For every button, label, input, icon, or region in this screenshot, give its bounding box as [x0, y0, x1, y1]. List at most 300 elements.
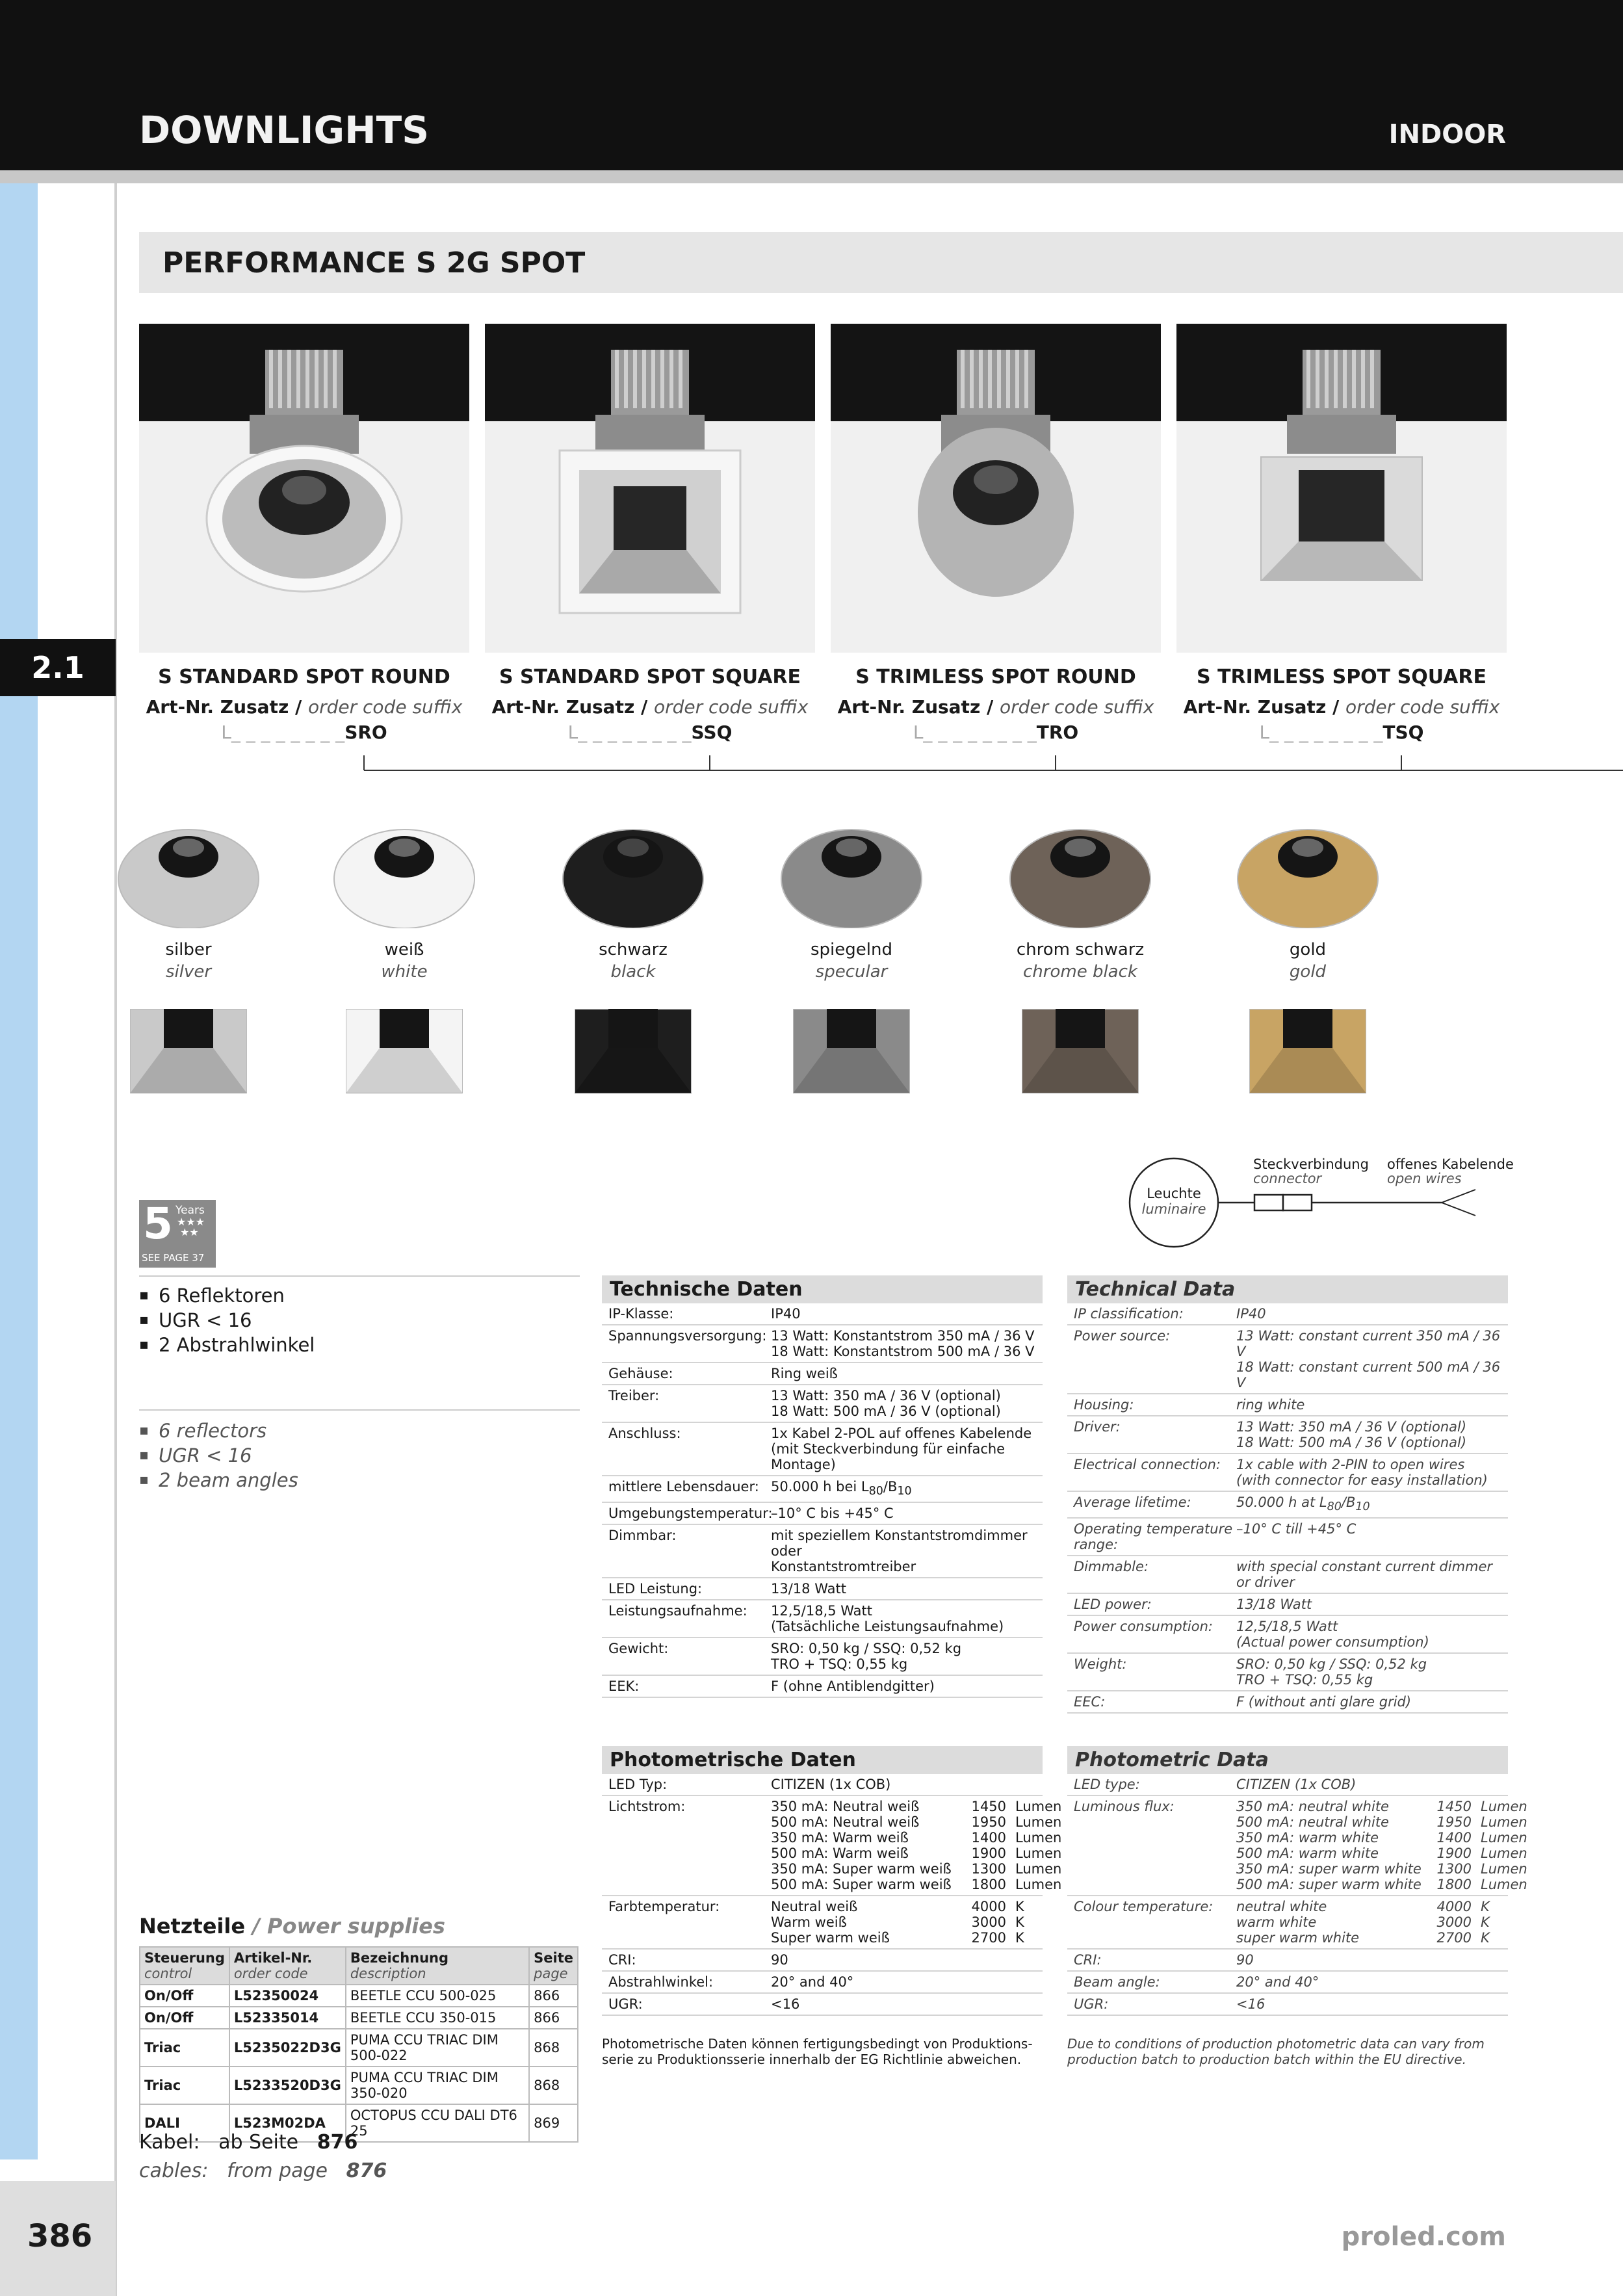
value-unit: Lumen	[1015, 1830, 1062, 1846]
value-number: 3000	[1436, 1914, 1472, 1930]
cables-page-link[interactable]: 876	[317, 2131, 358, 2154]
round-reflector-icon	[1230, 824, 1386, 928]
table-row	[602, 1950, 1043, 1972]
value-line	[1236, 1899, 1501, 1914]
row-key: Weight:	[1074, 1656, 1127, 1673]
feature-item: ▪ 2 Abstrahlwinkel	[139, 1333, 315, 1357]
value-unit: Lumen	[1481, 1877, 1527, 1892]
row-value: <16	[1236, 1996, 1266, 2012]
value-number: 2700	[1436, 1930, 1472, 1946]
row-value: 20° and 40°	[1236, 1974, 1319, 1990]
header-en: order code	[233, 1966, 308, 1981]
reflector-name-en: chrome black	[1023, 962, 1137, 982]
feature-item: ▪ UGR < 16	[139, 1443, 298, 1468]
row-value: –10° C till +45° C	[1236, 1521, 1357, 1537]
row-key: IP-Klasse:	[608, 1306, 674, 1322]
value-unit: Lumen	[1015, 1799, 1062, 1814]
value-label: 350 mA: super warm white	[1236, 1861, 1422, 1877]
value-unit: Lumen	[1015, 1846, 1062, 1861]
warranty-badge: 5 Years ★★★ ★★ SEE PAGE 37	[139, 1200, 216, 1268]
value-number: 1900	[971, 1846, 1006, 1861]
photometric-table-de	[602, 1746, 1062, 2016]
value-unit: K	[1481, 1899, 1490, 1914]
row-key: IP classification:	[1074, 1306, 1184, 1322]
row-value: F (ohne Antiblendgitter)	[771, 1678, 935, 1695]
reflector-name-de: schwarz	[599, 940, 668, 959]
row-key: Colour temperature:	[1074, 1899, 1214, 1914]
value-unit: Lumen	[1481, 1814, 1527, 1830]
row-value: 13/18 Watt	[1236, 1597, 1312, 1613]
row-value: 50.000 h at $L_{80}/B_{10}$	[1236, 1494, 1370, 1514]
feature-item: ▪ UGR < 16	[139, 1308, 315, 1333]
row-key: Housing:	[1074, 1397, 1134, 1413]
table-row	[1067, 1556, 1508, 1594]
value-label: 500 mA: Warm weiß	[771, 1846, 909, 1861]
row-key: Driver:	[1074, 1419, 1121, 1435]
row-value: F (without anti glare grid)	[1236, 1694, 1412, 1710]
art-de: Art-Nr. Zusatz /	[1183, 696, 1345, 718]
product-name: S STANDARD SPOT SQUARE	[499, 666, 801, 688]
table-row	[1067, 1416, 1508, 1454]
row-key: Dimmbar:	[608, 1528, 677, 1544]
row-key: Electrical connection:	[1074, 1457, 1221, 1472]
suffix-bracket	[0, 0, 1623, 845]
row-key: Anschluss:	[608, 1426, 681, 1441]
table-row	[602, 1896, 1043, 1950]
product-title: PERFORMANCE S 2G SPOT	[139, 232, 1623, 293]
reflector-specular[interactable]	[773, 824, 929, 982]
value-number: 3000	[971, 1914, 1006, 1930]
divider	[139, 1409, 580, 1411]
stars-icon: ★★★ ★★	[177, 1216, 205, 1238]
row-key: EEC:	[1074, 1694, 1106, 1710]
reflector-name-de: spiegelnd	[811, 940, 892, 959]
row-key: Operating temperature range:	[1074, 1521, 1233, 1553]
table-row	[1067, 1691, 1508, 1714]
code-suffix: TRO	[1036, 722, 1079, 743]
square-reflector-icon	[1022, 1009, 1139, 1093]
round-reflector-icon	[1002, 824, 1158, 928]
value-label: 350 mA: Neutral weiß	[771, 1799, 920, 1814]
table-row	[1067, 1594, 1508, 1616]
table-title: Photometrische Daten	[602, 1746, 1043, 1774]
column-header	[140, 1947, 229, 1985]
reflector-name-de: silber	[165, 940, 212, 959]
table-row	[1067, 1454, 1508, 1492]
row-value: SRO: 0,50 kg / SSQ: 0,52 kg TRO + TSQ: 0,55 kg	[771, 1641, 962, 1673]
table-row	[602, 1363, 1043, 1385]
table-row	[602, 1503, 1043, 1525]
round-reflector-icon	[326, 824, 482, 928]
value-label: super warm white	[1236, 1930, 1360, 1946]
row-key: LED type:	[1074, 1777, 1140, 1792]
photometric-note-de: Photometrische Daten können fertigungsbedingt von Produktions- serie zu Produktionsserie innerhalb der EG Richtlinie abweichen.	[602, 2036, 1033, 2067]
luminaire-label: Leuchte luminaire	[1141, 1186, 1206, 1217]
value-line	[771, 1799, 1061, 1814]
value-line	[771, 1899, 1036, 1914]
value-unit: Lumen	[1481, 1861, 1527, 1877]
row-value: 12,5/18,5 Watt (Actual power consumption)	[1236, 1619, 1429, 1650]
table-row	[602, 1423, 1043, 1476]
value-line	[771, 1861, 1061, 1877]
header-de: Bezeichnung	[350, 1950, 449, 1966]
value-line	[1236, 1861, 1527, 1877]
table-row	[602, 1994, 1043, 2016]
reflector-name-de: gold	[1289, 940, 1327, 959]
code-placeholder: L_ _ _ _ _ _ _ _	[1259, 722, 1383, 743]
table-cell: On/Off	[140, 2007, 229, 2029]
row-value: <16	[771, 1996, 800, 2012]
header-de: Seite	[534, 1950, 573, 1966]
table-cell[interactable]: 868	[529, 2029, 578, 2067]
value-line	[1236, 1830, 1527, 1846]
row-value: 13 Watt: 350 mA / 36 V (optional) 18 Watt: 500 mA / 36 V (optional)	[1236, 1419, 1467, 1450]
value-label: 500 mA: Super warm weiß	[771, 1877, 952, 1892]
row-key: UGR:	[608, 1996, 643, 2012]
value-number: 1900	[1436, 1846, 1472, 1861]
square-reflector-icon	[130, 1009, 247, 1093]
value-label: 500 mA: warm white	[1236, 1846, 1379, 1861]
value-number: 1800	[1436, 1877, 1472, 1892]
value-unit: K	[1015, 1899, 1024, 1914]
row-value: 90	[1236, 1952, 1254, 1968]
row-value: CITIZEN (1x COB)	[771, 1777, 891, 1792]
tech-table-en	[1067, 1275, 1508, 1714]
table-row	[602, 1796, 1062, 1896]
value-label: neutral white	[1236, 1899, 1327, 1914]
row-key: Gewicht:	[608, 1641, 669, 1657]
row-key: Abstrahlwinkel:	[608, 1974, 714, 1990]
value-label: 350 mA: Super warm weiß	[771, 1861, 952, 1877]
value-line	[1236, 1846, 1527, 1861]
header-de: Steuerung	[144, 1950, 225, 1966]
table-row	[602, 1525, 1043, 1578]
power-supplies-table	[139, 1946, 578, 2143]
feature-item: ▪ 6 reflectors	[139, 1418, 298, 1443]
value-number: 2700	[971, 1930, 1006, 1946]
art-de: Art-Nr. Zusatz /	[146, 696, 308, 718]
table-cell: On/Off	[140, 1985, 229, 2007]
table-cell[interactable]: 868	[529, 2067, 578, 2104]
reflector-name-en: specular	[815, 962, 888, 982]
value-unit: K	[1481, 1930, 1490, 1946]
value-number: 4000	[971, 1899, 1006, 1914]
value-line	[771, 1814, 1061, 1830]
value-line	[1236, 1914, 1501, 1930]
value-number: 1400	[971, 1830, 1006, 1846]
value-unit: Lumen	[1015, 1814, 1062, 1830]
table-cell: L5235022D3G	[229, 2029, 346, 2067]
table-row	[602, 1600, 1043, 1638]
row-value: 13 Watt: 350 mA / 36 V (optional) 18 Watt: 500 mA / 36 V (optional)	[771, 1388, 1001, 1419]
table-row	[1067, 1994, 1508, 2016]
reflector-name-en: gold	[1289, 962, 1327, 982]
value-number: 1950	[1436, 1814, 1472, 1830]
row-value: mit speziellem Konstantstromdimmer oder Konstantstromtreiber	[771, 1528, 1028, 1575]
table-row	[602, 1325, 1043, 1363]
value-number: 1450	[1436, 1799, 1472, 1814]
row-value: IP40	[1236, 1306, 1266, 1322]
value-number: 1450	[971, 1799, 1006, 1814]
row-value: 20° and 40°	[771, 1974, 854, 1990]
table-cell: PUMA CCU TRIAC DIM 500-022	[346, 2029, 529, 2067]
row-value: ring white	[1236, 1397, 1305, 1413]
column-header	[346, 1947, 529, 1985]
open-wires-label: offenes Kabelende open wires	[1387, 1156, 1514, 1186]
round-reflector-icon	[110, 824, 266, 928]
table-row	[1067, 1492, 1508, 1519]
reflector-silver[interactable]	[110, 824, 266, 982]
value-number: 1300	[971, 1861, 1006, 1877]
row-key: LED Leistung:	[608, 1581, 703, 1597]
table-row	[1067, 1972, 1508, 1994]
value-label: 350 mA: neutral white	[1236, 1799, 1389, 1814]
row-value	[771, 1799, 1061, 1892]
table-row	[140, 2067, 578, 2104]
table-row	[140, 1985, 578, 2007]
row-key: Average lifetime:	[1074, 1494, 1191, 1510]
row-value: SRO: 0,50 kg / SSQ: 0,52 kg TRO + TSQ: 0,55 kg	[1236, 1656, 1427, 1688]
product-name: S TRIMLESS SPOT ROUND	[855, 666, 1136, 688]
feature-item: ▪ 2 beam angles	[139, 1468, 298, 1493]
cables-page-link[interactable]: 876	[346, 2159, 387, 2182]
website-link[interactable]: proled.com	[1341, 2222, 1506, 2252]
value-line	[771, 1846, 1061, 1861]
row-value: 1x cable with 2-PIN to open wires (with connector for easy installation)	[1236, 1457, 1488, 1488]
value-label: Super warm weiß	[771, 1930, 890, 1946]
value-label: 350 mA: Warm weiß	[771, 1830, 909, 1846]
table-row	[1067, 1519, 1508, 1556]
art-en: order code suffix	[1345, 696, 1500, 718]
code-suffix: TSQ	[1383, 722, 1424, 743]
table-cell: PUMA CCU TRIAC DIM 350-020	[346, 2067, 529, 2104]
row-key: UGR:	[1074, 1996, 1109, 2012]
table-title: Photometric Data	[1067, 1746, 1508, 1774]
row-value: IP40	[771, 1306, 801, 1322]
header-en: description	[350, 1966, 426, 1981]
value-line	[1236, 1930, 1501, 1946]
value-number: 4000	[1436, 1899, 1472, 1914]
divider	[139, 1275, 580, 1277]
row-key: CRI:	[608, 1952, 636, 1968]
square-reflector-icon	[346, 1009, 463, 1093]
value-unit: Lumen	[1481, 1799, 1527, 1814]
value-number: 1400	[1436, 1830, 1472, 1846]
header-de: Artikel-Nr.	[233, 1950, 313, 1966]
row-key: Power source:	[1074, 1328, 1171, 1344]
value-label: 500 mA: neutral white	[1236, 1814, 1389, 1830]
table-row	[1067, 1796, 1527, 1896]
page-number: 386	[27, 2218, 93, 2254]
reflector-white[interactable]	[326, 824, 482, 982]
table-title: Technische Daten	[602, 1275, 1043, 1303]
row-key: Treiber:	[608, 1388, 660, 1403]
table-row	[602, 1638, 1043, 1676]
code-suffix: SRO	[344, 722, 387, 743]
value-label: Neutral weiß	[771, 1899, 858, 1914]
row-key: Umgebungstemperatur:	[608, 1506, 773, 1522]
table-row	[602, 1385, 1043, 1423]
category-label: INDOOR	[1388, 120, 1506, 150]
feature-item: ▪ 6 Reflektoren	[139, 1283, 315, 1308]
table-cell: Triac	[140, 2029, 229, 2067]
value-label: 500 mA: super warm white	[1236, 1877, 1422, 1892]
table-row	[1067, 1616, 1508, 1654]
value-unit: Lumen	[1015, 1877, 1062, 1892]
header-en: control	[144, 1966, 192, 1981]
value-line	[1236, 1814, 1527, 1830]
code-placeholder: L_ _ _ _ _ _ _ _	[913, 722, 1037, 743]
reflector-name-en: black	[610, 962, 656, 982]
value-line	[1236, 1799, 1527, 1814]
table-cell[interactable]: 866	[529, 2007, 578, 2029]
table-row	[602, 1676, 1043, 1698]
square-reflector-icon	[575, 1009, 692, 1093]
row-value	[1236, 1899, 1501, 1946]
value-number: 1950	[971, 1814, 1006, 1830]
value-unit: Lumen	[1481, 1846, 1527, 1861]
code-placeholder: L_ _ _ _ _ _ _ _	[567, 722, 692, 743]
row-key: Lichtstrom:	[608, 1799, 686, 1814]
table-row	[1067, 1950, 1508, 1972]
value-unit: Lumen	[1481, 1830, 1527, 1846]
cables-reference: Kabel: ab Seite 876 cables: from page 876	[139, 2131, 387, 2182]
table-cell: BEETLE CCU 350-015	[346, 2007, 529, 2029]
table-cell: L523M02DA	[229, 2104, 346, 2142]
column-header	[229, 1947, 346, 1985]
round-reflector-icon	[555, 824, 711, 928]
row-key: Leistungsaufnahme:	[608, 1603, 747, 1619]
table-row	[140, 2029, 578, 2067]
art-de: Art-Nr. Zusatz /	[837, 696, 1000, 718]
table-row	[1067, 1394, 1508, 1416]
row-key: EEK:	[608, 1678, 640, 1695]
row-key: Gehäuse:	[608, 1366, 673, 1381]
value-unit: K	[1015, 1930, 1024, 1946]
value-label: 350 mA: warm white	[1236, 1830, 1379, 1846]
row-key: mittlere Lebensdauer:	[608, 1479, 759, 1494]
value-line	[1236, 1877, 1527, 1892]
table-row	[1067, 1325, 1508, 1394]
row-key: Spannungsversorgung:	[608, 1328, 767, 1344]
section-title: DOWNLIGHTS	[139, 108, 429, 152]
art-en: order code suffix	[307, 696, 463, 718]
power-supplies-title: Netzteile / Power supplies	[139, 1914, 445, 1938]
row-value: CITIZEN (1x COB)	[1236, 1777, 1357, 1792]
features-en	[139, 1418, 298, 1493]
value-label: 500 mA: Neutral weiß	[771, 1814, 920, 1830]
row-value	[771, 1899, 1036, 1946]
reflector-name-de: chrom schwarz	[1016, 940, 1145, 959]
connector-label: Steckverbindung connector	[1253, 1156, 1369, 1186]
reflector-gold[interactable]	[1230, 824, 1386, 982]
table-row	[602, 1774, 1043, 1796]
round-reflector-icon	[773, 824, 929, 928]
square-reflector-icon	[793, 1009, 910, 1093]
value-unit: K	[1481, 1914, 1490, 1930]
code-suffix: SSQ	[691, 722, 733, 743]
features-de	[139, 1283, 315, 1357]
code-placeholder: L_ _ _ _ _ _ _ _	[221, 722, 345, 743]
row-value: with special constant current dimmer or driver	[1236, 1559, 1493, 1591]
row-key: Dimmable:	[1074, 1559, 1149, 1575]
art-en: order code suffix	[999, 696, 1154, 718]
table-row	[602, 1303, 1043, 1325]
value-line	[771, 1830, 1061, 1846]
product-name: S STANDARD SPOT ROUND	[158, 666, 450, 688]
value-unit: K	[1015, 1914, 1024, 1930]
reflector-name-en: white	[381, 962, 428, 982]
value-line	[771, 1914, 1036, 1930]
row-value: 50.000 h bei $L_{80}/B_{10}$	[771, 1479, 912, 1498]
value-line	[771, 1877, 1061, 1892]
table-cell: L5233520D3G	[229, 2067, 346, 2104]
value-unit: Lumen	[1015, 1861, 1062, 1877]
table-row	[140, 2007, 578, 2029]
row-value: –10° C bis +45° C	[771, 1506, 894, 1522]
table-cell: L52350024	[229, 1985, 346, 2007]
column-header	[529, 1947, 578, 1985]
table-cell: BEETLE CCU 500-025	[346, 1985, 529, 2007]
square-reflector-icon	[1249, 1009, 1366, 1093]
photometric-table-en	[1067, 1746, 1527, 2016]
table-row	[1067, 1896, 1508, 1950]
reflector-black[interactable]	[555, 824, 711, 982]
row-value: 13/18 Watt	[771, 1581, 846, 1597]
row-key: LED Typ:	[608, 1777, 668, 1792]
value-label: Warm weiß	[771, 1914, 847, 1930]
table-cell[interactable]: 869	[529, 2104, 578, 2142]
header-en: page	[534, 1966, 568, 1981]
product-name: S TRIMLESS SPOT SQUARE	[1197, 666, 1487, 688]
table-row	[602, 1972, 1043, 1994]
table-row	[602, 1476, 1043, 1503]
table-title: Technical Data	[1067, 1275, 1508, 1303]
table-row	[1067, 1774, 1508, 1796]
row-value	[1236, 1799, 1527, 1892]
chapter-tab[interactable]: 2.1	[0, 639, 116, 696]
reflector-chrome-black[interactable]	[1002, 824, 1158, 982]
table-row	[1067, 1303, 1508, 1325]
value-number: 1800	[971, 1877, 1006, 1892]
value-number: 1300	[1436, 1861, 1472, 1877]
table-cell: DALI	[140, 2104, 229, 2142]
row-key: Power consumption:	[1074, 1619, 1213, 1635]
row-key: CRI:	[1074, 1952, 1102, 1968]
table-row	[602, 1578, 1043, 1600]
power-supplies	[139, 1914, 578, 2143]
reflector-name-de: weiß	[384, 940, 424, 959]
table-cell[interactable]: 866	[529, 1985, 578, 2007]
row-value: Ring weiß	[771, 1366, 838, 1381]
row-value: 1x Kabel 2-POL auf offenes Kabelende (mit Steckverbindung für einfache Montage)	[771, 1426, 1032, 1472]
row-key: Beam angle:	[1074, 1974, 1160, 1990]
row-key: Luminous flux:	[1074, 1799, 1175, 1814]
table-cell: OCTOPUS CCU DALI DT6 25	[346, 2104, 529, 2142]
row-key: Farbtemperatur:	[608, 1899, 720, 1914]
art-de: Art-Nr. Zusatz /	[491, 696, 654, 718]
table-row	[1067, 1654, 1508, 1691]
art-en: order code suffix	[653, 696, 809, 718]
tech-table-de	[602, 1275, 1043, 1698]
value-line	[771, 1930, 1036, 1946]
row-value: 13 Watt: constant current 350 mA / 36 V 18 Watt: constant current 500 mA / 36 V	[1236, 1328, 1501, 1390]
photometric-note-en: Due to conditions of production photometric data can vary from production batch to production batch within the EU directive.	[1067, 2036, 1485, 2067]
table-cell: L52335014	[229, 2007, 346, 2029]
row-value: 90	[771, 1952, 788, 1968]
row-value: 13 Watt: Konstantstrom 350 mA / 36 V 18 Watt: Konstantstrom 500 mA / 36 V	[771, 1328, 1035, 1359]
table-cell: Triac	[140, 2067, 229, 2104]
